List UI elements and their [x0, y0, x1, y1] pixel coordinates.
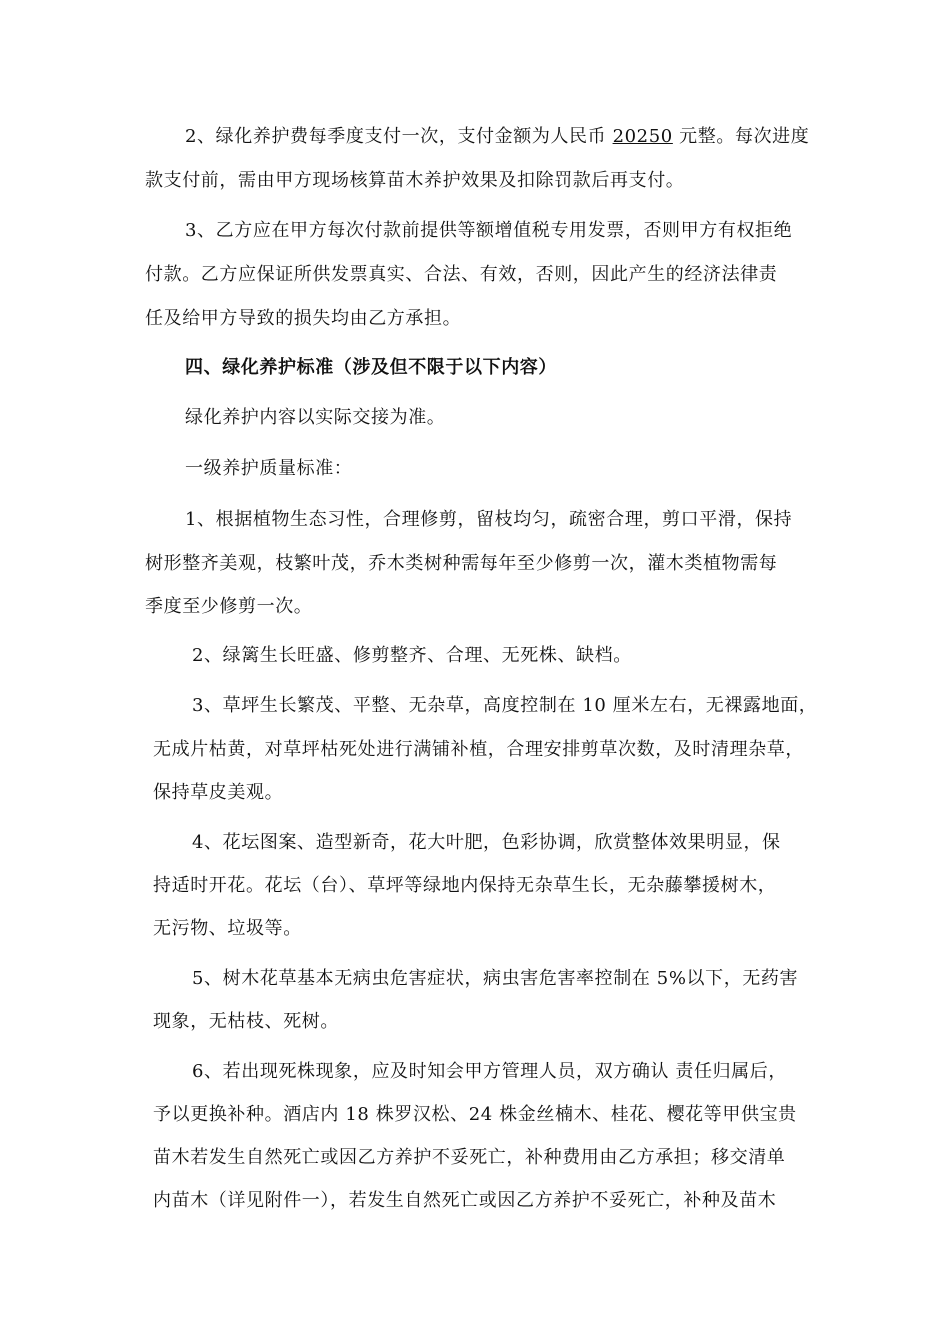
p2-line-1: [185, 126, 809, 148]
payment-amount: 20250: [612, 126, 673, 147]
intro-text: 绿化养护内容以实际交接为准。: [185, 407, 446, 428]
p2-text-after-amount: 元整。每次进度: [672, 126, 810, 147]
item-5-line-2: 现象，无枯枝、死树。: [153, 1011, 339, 1032]
item-1-line-2: 树形整齐美观，枝繁叶茂，乔木类树种需每年至少修剪一次，灌木类植物需每: [145, 553, 778, 574]
item-3-line-3: 保持草皮美观。: [153, 782, 284, 803]
item-2-line-1: 2、绿篱生长旺盛、修剪整齐、合理、无死株、缺档。: [192, 645, 632, 666]
p3-line-2: 付款。乙方应保证所供发票真实、合法、有效，否则，因此产生的经济法律责: [145, 264, 778, 285]
item-4-line-3: 无污物、垃圾等。: [153, 918, 302, 939]
p3-line-3: 任及给甲方导致的损失均由乙方承担。: [145, 308, 462, 329]
item-6-line-2: 予以更换补种。酒店内 18 株罗汉松、24 株金丝楠木、桂花、樱花等甲供宝贵: [153, 1104, 797, 1125]
p3-line-1: 3、乙方应在甲方每次付款前提供等额增值税专用发票，否则甲方有权拒绝: [185, 220, 793, 241]
p2-text-before-amount: 2、绿化养护费每季度支付一次，支付金额为人民币: [185, 126, 613, 147]
item-5-line-1: 5、树木花草基本无病虫危害症状，病虫害危害率控制在 5%以下，无药害: [192, 968, 799, 989]
item-3-line-2: 无成片枯黄，对草坪枯死处进行满铺补植，合理安排剪草次数，及时清理杂草，: [153, 739, 804, 760]
item-6-line-4: 内苗木（详见附件一），若发生自然死亡或因乙方养护不妥死亡，补种及苗木: [153, 1190, 777, 1211]
item-6-line-3: 苗木若发生自然死亡或因乙方养护不妥死亡，补种费用由乙方承担；移交清单: [153, 1147, 786, 1168]
item-4-line-1: 4、花坛图案、造型新奇，花大叶肥，色彩协调，欣赏整体效果明显，保: [192, 832, 781, 853]
item-3-line-1: 3、草坪生长繁茂、平整、无杂草，高度控制在 10 厘米左右，无裸露地面，: [192, 695, 818, 716]
standard-title: 一级养护质量标准：: [185, 458, 353, 479]
p2-line-2: 款支付前，需由甲方现场核算苗木养护效果及扣除罚款后再支付。: [145, 170, 685, 191]
item-6-line-1: 6、若出现死株现象，应及时知会甲方管理人员，双方确认 责任归属后，: [192, 1061, 787, 1082]
item-4-line-2: 持适时开花。花坛（台）、草坪等绿地内保持无杂草生长，无杂藤攀援树木，: [153, 875, 777, 896]
item-1-line-3: 季度至少修剪一次。: [145, 596, 313, 617]
item-1-line-1: 1、根据植物生态习性，合理修剪，留枝均匀，疏密合理，剪口平滑，保持: [185, 509, 793, 530]
section-heading-4: 四、绿化养护标准（涉及但不限于以下内容）: [185, 357, 557, 378]
